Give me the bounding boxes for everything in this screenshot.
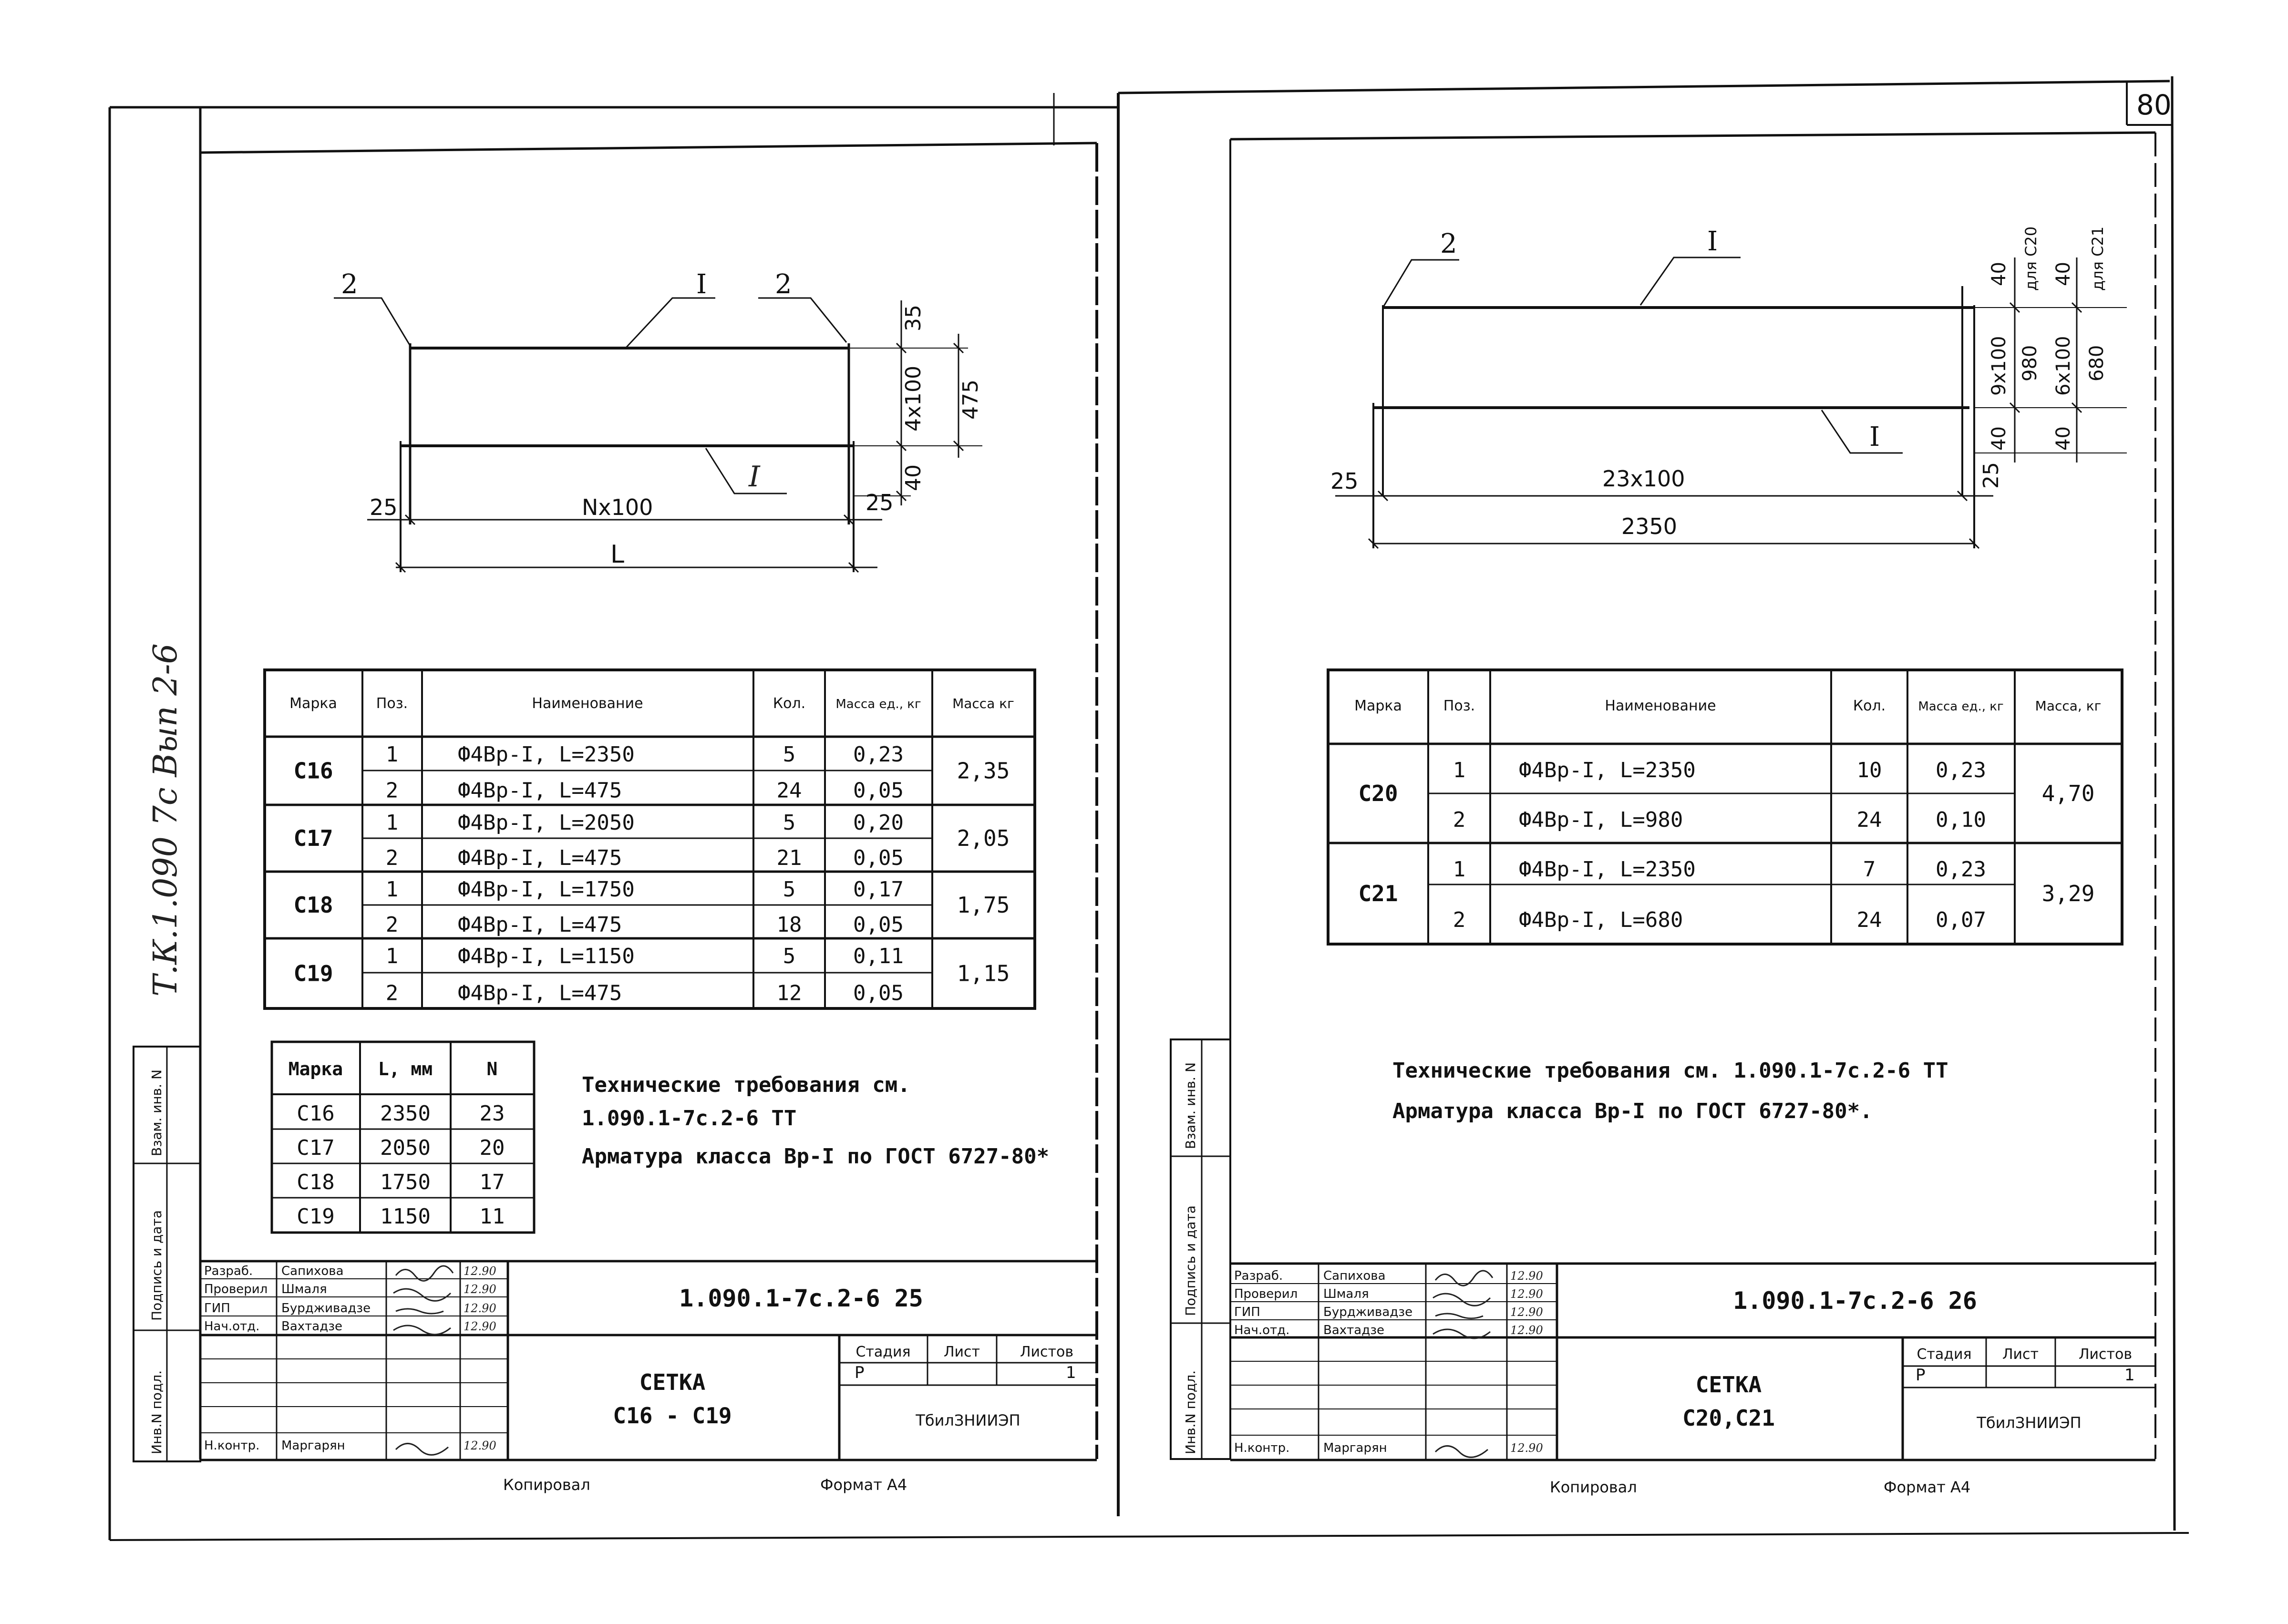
small-table-cell: С17 xyxy=(297,1136,335,1160)
name-cell: Ф4Вр-I, L=2050 xyxy=(458,811,635,835)
person-name: Шмаля xyxy=(281,1282,327,1296)
qty-cell: 24 xyxy=(776,778,802,803)
right-dim-25a: 25 xyxy=(1330,468,1359,494)
table-header: Кол. xyxy=(1853,698,1886,714)
pos-cell: 2 xyxy=(385,778,399,803)
left-dim-nx100: Nx100 xyxy=(582,494,653,520)
table-header: Марка xyxy=(289,695,337,712)
sheet-value: 1 xyxy=(1066,1363,1076,1382)
left-mesh-drawing xyxy=(334,298,982,572)
right-side-label-sign: Подпись и дата xyxy=(1183,1205,1198,1316)
right-notes xyxy=(1392,1059,1948,1123)
stage-header: Стадия xyxy=(855,1344,911,1360)
side-label-sign: Подпись и дата xyxy=(149,1210,165,1321)
mark-cell: С18 xyxy=(293,892,333,918)
mass-cell: 2,35 xyxy=(957,758,1010,784)
unit-mass-cell: 0,11 xyxy=(853,944,904,968)
sign-date: 12.90 xyxy=(1510,1441,1543,1455)
sign-date: 12.90 xyxy=(464,1439,496,1452)
pos-cell: 1 xyxy=(1453,758,1466,782)
right-dim-a9x100: 9x100 xyxy=(1988,336,2010,396)
right-note-1: Технические требования см. 1.090.1-7с.2-6 ТТ xyxy=(1392,1059,1948,1083)
table-header: Марка xyxy=(1354,698,1402,714)
small-table-cell: 2050 xyxy=(380,1136,431,1160)
left-dim-25a: 25 xyxy=(370,494,398,520)
left-label-pos2b: 2 xyxy=(775,269,792,300)
left-label-pos1: I xyxy=(696,269,707,300)
small-table-cell: 23 xyxy=(479,1101,505,1126)
pos-cell: 1 xyxy=(385,944,399,968)
qty-cell: 24 xyxy=(1856,808,1882,832)
role-label: Разраб. xyxy=(1234,1269,1283,1283)
name-cell: Ф4Вр-I, L=680 xyxy=(1519,908,1683,932)
left-dim-4x100: 4x100 xyxy=(901,365,926,432)
pos-cell: 1 xyxy=(385,811,399,835)
right-label-pos1b: I xyxy=(1869,421,1880,452)
sheets-header: Листов xyxy=(1020,1344,1074,1360)
mass-cell: 1,75 xyxy=(957,892,1010,918)
left-signatures xyxy=(393,1266,453,1455)
stage-header: Стадия xyxy=(1917,1346,1972,1363)
person-name: Бурдживадзе xyxy=(1323,1305,1413,1319)
left-dim-475: 475 xyxy=(958,380,983,420)
right-dim-b6x100: 6x100 xyxy=(2052,336,2074,396)
left-copy-note: Копировал xyxy=(503,1476,590,1494)
right-format-note: Формат А4 xyxy=(1884,1478,1971,1496)
sheet-header: Лист xyxy=(2002,1346,2039,1363)
sign-date: 12.90 xyxy=(1510,1269,1543,1283)
name-cell: Ф4Вр-I, L=475 xyxy=(458,913,622,937)
name-cell: Ф4Вр-I, L=2350 xyxy=(1519,758,1696,782)
left-format-note: Формат А4 xyxy=(820,1476,907,1494)
small-table-header: L, мм xyxy=(378,1059,433,1079)
person-name: Вахтадзе xyxy=(281,1319,343,1334)
right-dim-b-for: для С21 xyxy=(2089,226,2107,291)
small-table-cell: С16 xyxy=(297,1101,335,1126)
right-note-2: Арматура класса Вр-I по ГОСТ 6727-80*. xyxy=(1392,1099,1873,1123)
role-label: Н.контр. xyxy=(1234,1441,1290,1455)
mark-cell: С16 xyxy=(293,758,333,784)
right-label-pos2: 2 xyxy=(1440,228,1457,259)
right-spec-table-text xyxy=(1354,698,2101,932)
name-cell: Ф4Вр-I, L=2350 xyxy=(458,742,635,767)
pos-cell: 1 xyxy=(385,742,399,767)
role-label: Проверил xyxy=(1234,1287,1298,1301)
left-label-pos1b: I xyxy=(749,460,760,493)
pos-cell: 2 xyxy=(385,981,399,1006)
unit-mass-cell: 0,10 xyxy=(1936,808,1986,832)
person-name: Шмаля xyxy=(1323,1287,1369,1301)
mass-cell: 2,05 xyxy=(957,825,1010,851)
sheet-value: 1 xyxy=(2124,1366,2135,1385)
qty-cell: 5 xyxy=(783,877,796,902)
left-small-table-text xyxy=(289,1059,505,1229)
right-dim-a40: 40 xyxy=(1988,262,2010,286)
left-dim-35: 35 xyxy=(901,305,926,331)
table-header: Масса ед., кг xyxy=(1918,699,2004,714)
mass-cell: 1,15 xyxy=(957,960,1010,987)
name-cell: Ф4Вр-I, L=1750 xyxy=(458,877,635,902)
side-stamp-text: Т.К.1.090 7с Вып 2-6 xyxy=(147,643,185,997)
side-label-vzam: Взам. инв. N xyxy=(149,1069,165,1156)
right-dim-a40b: 40 xyxy=(1988,426,2010,451)
right-dim-b40b: 40 xyxy=(2052,426,2074,451)
left-note-1: Технические требования см. xyxy=(582,1073,910,1097)
sign-date: 12.90 xyxy=(1510,1287,1543,1301)
unit-mass-cell: 0,05 xyxy=(853,913,904,937)
left-dim-40: 40 xyxy=(901,464,926,491)
small-table-cell: 17 xyxy=(479,1170,505,1194)
unit-mass-cell: 0,05 xyxy=(853,981,904,1006)
qty-cell: 5 xyxy=(783,944,796,968)
pos-cell: 1 xyxy=(385,877,399,902)
drawing-subtitle: С16 - С19 xyxy=(613,1403,732,1429)
table-header: Масса, кг xyxy=(2035,698,2102,714)
sign-date: 12.90 xyxy=(1510,1305,1543,1319)
person-name: Сапихова xyxy=(1323,1269,1386,1283)
qty-cell: 5 xyxy=(783,811,796,835)
drawing-subtitle: С20,С21 xyxy=(1682,1405,1775,1431)
left-drawing-labels xyxy=(341,269,983,569)
person-name: Вахтадзе xyxy=(1323,1323,1385,1337)
right-side-strip xyxy=(1171,1039,1230,1459)
role-label: Разраб. xyxy=(204,1264,253,1278)
left-note-3: Арматура класса Вр-I по ГОСТ 6727-80* xyxy=(582,1144,1050,1169)
left-dim-25b: 25 xyxy=(866,490,894,515)
stage-value: Р xyxy=(1916,1366,1926,1385)
page-number: 80 xyxy=(2136,89,2172,121)
table-header: Наименование xyxy=(1605,698,1716,714)
pos-cell: 2 xyxy=(385,846,399,870)
qty-cell: 10 xyxy=(1856,758,1882,782)
small-table-cell: С18 xyxy=(297,1170,335,1194)
pos-cell: 2 xyxy=(1453,908,1466,932)
table-header: Масса кг xyxy=(952,696,1014,711)
pos-cell: 2 xyxy=(1453,808,1466,832)
unit-mass-cell: 0,05 xyxy=(853,778,904,803)
role-label: ГИП xyxy=(1234,1305,1260,1319)
right-side-label-inv: Инв.N подл. xyxy=(1183,1370,1198,1454)
right-drawing-labels xyxy=(1330,226,2108,539)
right-dim-b40: 40 xyxy=(2052,262,2074,286)
qty-cell: 12 xyxy=(776,981,802,1006)
name-cell: Ф4Вр-I, L=475 xyxy=(458,846,622,870)
stage-value: Р xyxy=(855,1363,865,1382)
sign-date: 12.90 xyxy=(464,1264,496,1278)
sign-date: 12.90 xyxy=(464,1302,496,1315)
right-dim-a-for: для С20 xyxy=(2022,226,2040,291)
right-side-label-vzam: Взам. инв. N xyxy=(1183,1062,1198,1149)
mark-cell: С21 xyxy=(1358,881,1398,906)
right-dim-23x100: 23x100 xyxy=(1602,466,1685,492)
table-header: Наименование xyxy=(532,695,643,712)
unit-mass-cell: 0,23 xyxy=(1936,857,1986,882)
qty-cell: 7 xyxy=(1863,857,1876,882)
person-name: Маргарян xyxy=(1323,1441,1387,1455)
name-cell: Ф4Вр-I, L=1150 xyxy=(458,944,635,968)
left-dim-L: L xyxy=(610,540,624,569)
small-table-cell: 2350 xyxy=(380,1101,431,1126)
qty-cell: 18 xyxy=(776,913,802,937)
left-spec-table xyxy=(265,670,1035,1008)
person-name: Сапихова xyxy=(281,1264,344,1278)
name-cell: Ф4Вр-I, L=980 xyxy=(1519,808,1683,832)
unit-mass-cell: 0,07 xyxy=(1936,908,1986,932)
side-label-inv: Инв.N подл. xyxy=(149,1370,165,1454)
mark-cell: С17 xyxy=(293,825,333,851)
drawing-title: СЕТКА xyxy=(639,1369,706,1395)
left-note-2: 1.090.1-7с.2-6 ТТ xyxy=(582,1106,797,1131)
mark-cell: С20 xyxy=(1358,781,1398,806)
sheets-header: Листов xyxy=(2078,1346,2133,1363)
right-dim-a980: 980 xyxy=(2019,345,2041,381)
right-dim-b680: 680 xyxy=(2086,345,2108,381)
right-title-block-text xyxy=(1234,1269,2135,1455)
right-dim-2350: 2350 xyxy=(1621,514,1678,539)
mass-cell: 4,70 xyxy=(2041,781,2095,806)
mass-cell: 3,29 xyxy=(2041,881,2095,906)
unit-mass-cell: 0,23 xyxy=(1936,758,1986,782)
right-signatures xyxy=(1433,1271,1493,1457)
right-mesh-drawing xyxy=(1335,257,2127,548)
name-cell: Ф4Вр-I, L=2350 xyxy=(1519,857,1696,882)
left-notes xyxy=(582,1073,1049,1169)
organization: ТбилЗНИИЭП xyxy=(1977,1414,2082,1432)
name-cell: Ф4Вр-I, L=475 xyxy=(458,778,622,803)
right-copy-note: Копировал xyxy=(1550,1478,1637,1496)
unit-mass-cell: 0,20 xyxy=(853,811,904,835)
role-label: ГИП xyxy=(204,1301,230,1316)
person-name: Бурдживадзе xyxy=(281,1301,371,1316)
table-header: Масса ед., кг xyxy=(835,697,921,711)
qty-cell: 24 xyxy=(1856,908,1882,932)
sign-date: 12.90 xyxy=(464,1283,496,1296)
small-table-cell: 11 xyxy=(479,1204,505,1229)
unit-mass-cell: 0,17 xyxy=(853,877,904,902)
role-label: Нач.отд. xyxy=(204,1319,260,1334)
right-dim-25b: 25 xyxy=(1979,462,2003,489)
small-table-cell: С19 xyxy=(297,1204,335,1229)
sign-date: 12.90 xyxy=(1510,1324,1543,1337)
role-label: Нач.отд. xyxy=(1234,1323,1290,1337)
left-spec-table-text xyxy=(289,695,1014,1006)
mark-cell: С19 xyxy=(293,960,333,987)
organization: ТбилЗНИИЭП xyxy=(916,1411,1020,1429)
pos-cell: 1 xyxy=(1453,857,1466,882)
table-header: Поз. xyxy=(1443,698,1475,714)
name-cell: Ф4Вр-I, L=475 xyxy=(458,981,622,1006)
small-table-header: N xyxy=(486,1059,498,1079)
pos-cell: 2 xyxy=(385,913,399,937)
table-header: Кол. xyxy=(773,695,806,712)
table-header: Поз. xyxy=(376,695,408,712)
small-table-cell: 20 xyxy=(479,1136,505,1160)
drawing-code: 1.090.1-7с.2-6 25 xyxy=(679,1285,923,1312)
unit-mass-cell: 0,23 xyxy=(853,742,904,767)
sign-date: 12.90 xyxy=(464,1320,496,1333)
small-table-cell: 1150 xyxy=(380,1204,431,1229)
unit-mass-cell: 0,05 xyxy=(853,846,904,870)
right-label-pos1a: I xyxy=(1707,226,1718,257)
drawing-code: 1.090.1-7с.2-6 26 xyxy=(1733,1287,1977,1315)
left-label-pos2a: 2 xyxy=(341,269,358,300)
role-label: Проверил xyxy=(204,1282,268,1296)
qty-cell: 5 xyxy=(783,742,796,767)
left-title-block xyxy=(200,1261,1097,1460)
qty-cell: 21 xyxy=(776,846,802,870)
drawing-title: СЕТКА xyxy=(1695,1372,1762,1398)
role-label: Н.контр. xyxy=(204,1439,260,1453)
small-table-cell: 1750 xyxy=(380,1170,431,1194)
person-name: Маргарян xyxy=(281,1439,345,1453)
sheet-header: Лист xyxy=(943,1344,980,1360)
small-table-header: Марка xyxy=(288,1059,343,1079)
